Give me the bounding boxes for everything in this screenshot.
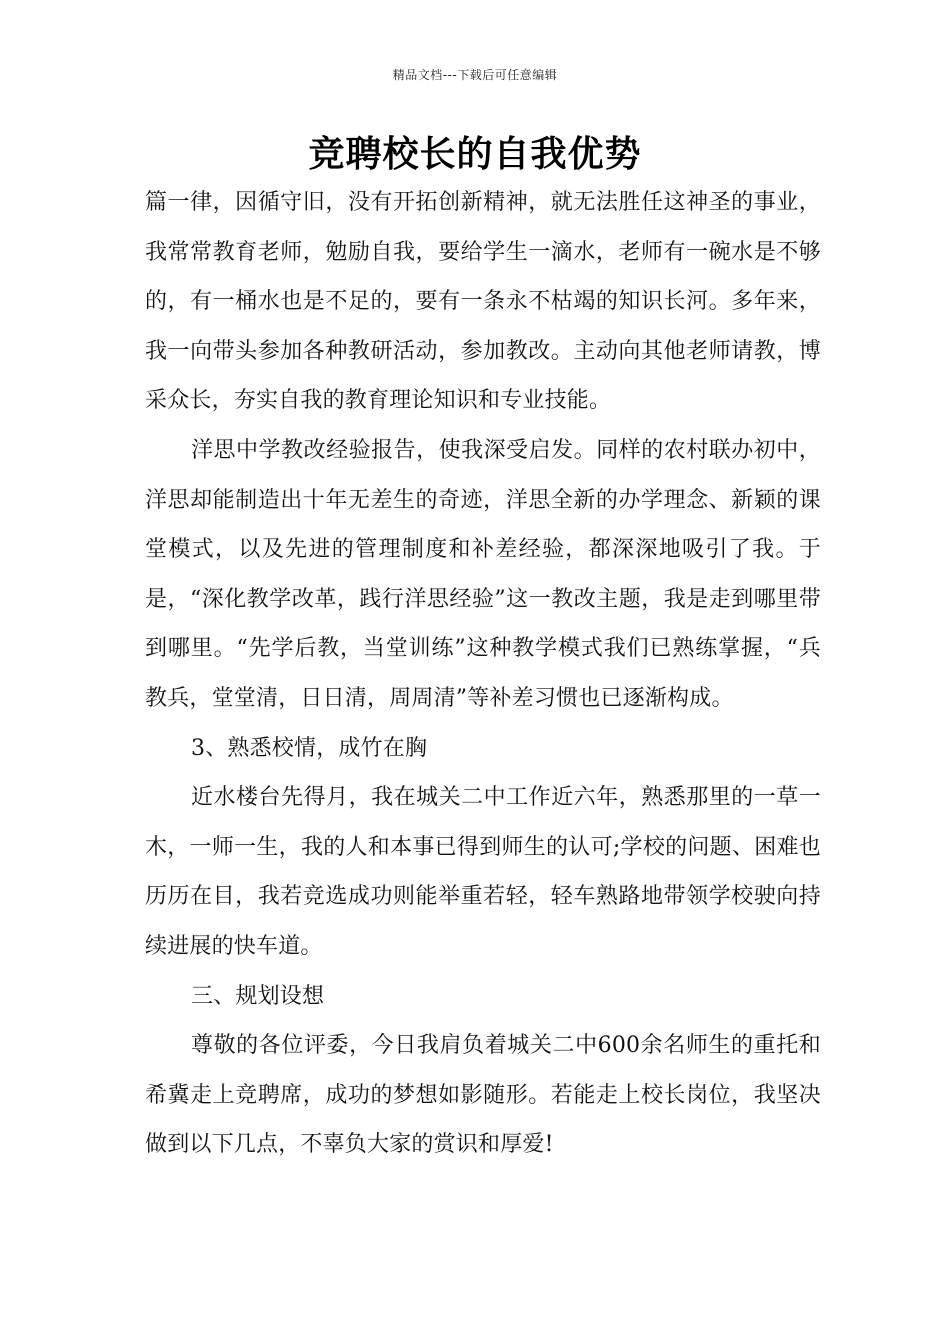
section-heading-planning: 三、规划设想 [191, 983, 325, 1009]
document-title: 竞聘校长的自我优势 [308, 134, 642, 175]
paragraph-6: 尊敬的各位评委，今日我肩负着城关二中600余名师生的重托和希冀走上竞聘席，成功的梦想如影随形。若能走上校长岗位，我坚决做到以下几点，不辜负大家的赏识和厚爱! [145, 1033, 821, 1158]
paragraph-4: 近水楼台先得月，我在城关二中工作近六年，熟悉那里的一草一木，一师一生，我的人和本事已得到师生的认可;学校的问题、困难也历历在目，我若竞选成功则能举重若轻，轻车熟路地带领学校驶向持续进展的快车道。 [145, 785, 821, 959]
paragraph-1: 篇一律，因循守旧，没有开拓创新精神，就无法胜任这神圣的事业，我常常教育老师，勉励自我，要给学生一滴水，老师有一碗水是不够的，有一桶水也是不足的，要有一条永不枯竭的知识长河。多年来，我一向带头参加各种教研活动，参加教改。主动向其他老师请教，博采众长，夯实自我的教育理论知识和专业技能。 [145, 190, 821, 414]
page-header-watermark: 精品文档---下载后可任意编辑 [392, 68, 558, 82]
document-body [145, 178, 821, 1170]
paragraph-2: 洋思中学教改经验报告，使我深受启发。同样的农村联办初中，洋思却能制造出十年无差生的奇迹，洋思全新的办学理念、新颖的课堂模式，以及先进的管理制度和补差经验，都深深地吸引了我。于是，“深化教学改革，践行洋思经验”这一教改主题，我是走到哪里带到哪里。“先学后教，当堂训练”这种教学模式我们已熟练掌握，“兵教兵，堂堂清，日日清，周周清”等补差习惯也已逐渐构成。 [145, 437, 821, 711]
section-heading-3: 3、熟悉校情，成竹在胸 [191, 735, 428, 761]
